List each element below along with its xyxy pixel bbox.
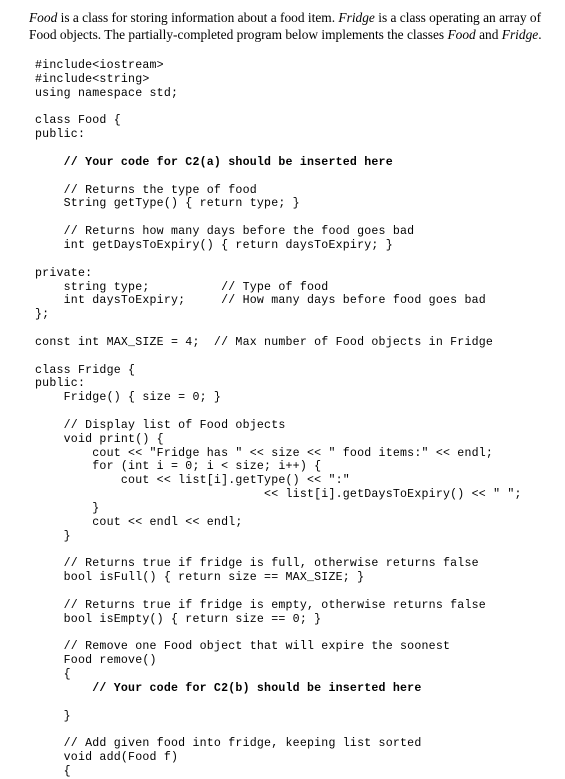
code-line (35, 350, 560, 364)
code-line: { (35, 765, 71, 779)
code-line (35, 724, 560, 738)
intro-fridge-class: Fridge (338, 10, 375, 25)
code-line (35, 253, 560, 267)
code-line: bool isFull() { return size == MAX_SIZE; } (35, 571, 365, 585)
code-line: public: (35, 377, 86, 391)
intro-text-2: is a class operating an array of Food objects. The partially-completed program below implements the classes (29, 10, 542, 42)
code-line: << list[i].getDaysToExpiry() << " "; (35, 488, 522, 502)
code-line: for (int i = 0; i < size; i++) { (35, 460, 322, 474)
code-line: void print() { (35, 432, 164, 446)
code-line: string type; // Type of food (35, 280, 329, 294)
code-line (35, 322, 560, 336)
code-line: cout << endl << endl; (35, 515, 243, 529)
code-line: void add(Food f) (35, 751, 179, 765)
code-line (35, 101, 560, 115)
code-line: int getDaysToExpiry() { return daysToExpiry; } (35, 238, 393, 252)
code-line (35, 585, 560, 599)
code-line: // Display list of Food objects (35, 418, 286, 432)
code-line: }; (35, 308, 50, 322)
code-line: Food remove() (35, 654, 157, 668)
code-line: // Returns the type of food (35, 183, 257, 197)
code-line: const int MAX_SIZE = 4; // Max number of Food objects in Fridge (35, 335, 494, 349)
intro-text-1: is a class for storing information about a food item. (57, 10, 339, 25)
code-line: private: (35, 266, 93, 280)
code-line: cout << list[i].getType() << ":" (35, 474, 350, 488)
intro-fridge-class-2: Fridge (501, 27, 539, 42)
intro-end: . (538, 27, 542, 42)
code-line (35, 405, 560, 419)
code-line (35, 696, 560, 710)
code-line: #include<iostream> (35, 59, 164, 72)
code-line: Fridge() { size = 0; } (35, 391, 222, 405)
code-line: cout << "Fridge has " << size << " food items:" << endl; (35, 446, 494, 460)
code-line: using namespace std; (35, 86, 179, 100)
code-line (35, 544, 560, 558)
code-line: // Returns how many days before the food goes bad (35, 225, 415, 239)
code-line: #include<string> (35, 72, 150, 86)
code-line: } (35, 709, 71, 723)
code-line: String getType() { return type; } (35, 197, 300, 211)
code-line (35, 142, 560, 156)
code-line: // Add given food into fridge, keeping list sorted (35, 737, 422, 751)
code-line: // Returns true if fridge is full, otherwise returns false (35, 557, 479, 571)
code-listing (35, 59, 560, 779)
code-line: class Food { (35, 114, 121, 128)
code-line: // Your code for C2(b) should be inserted here (35, 681, 422, 695)
code-line: // Remove one Food object that will expire the soonest (35, 640, 451, 654)
code-line (35, 211, 560, 225)
intro-food-class: Food (29, 10, 58, 25)
code-line: int daysToExpiry; // How many days before food goes bad (35, 294, 486, 308)
code-line: public: (35, 128, 86, 142)
code-line: // Returns true if fridge is empty, otherwise returns false (35, 598, 486, 612)
code-line (35, 170, 560, 184)
code-line: { (35, 668, 71, 682)
code-line (35, 627, 560, 641)
intro-paragraph (29, 9, 559, 43)
intro-and: and (475, 27, 502, 42)
code-line: } (35, 529, 71, 543)
code-line: bool isEmpty() { return size == 0; } (35, 612, 322, 626)
code-line: // Your code for C2(a) should be inserted here (35, 155, 393, 169)
intro-food-class-2: Food (447, 27, 476, 42)
code-line: } (35, 502, 100, 515)
code-line: class Fridge { (35, 363, 136, 377)
